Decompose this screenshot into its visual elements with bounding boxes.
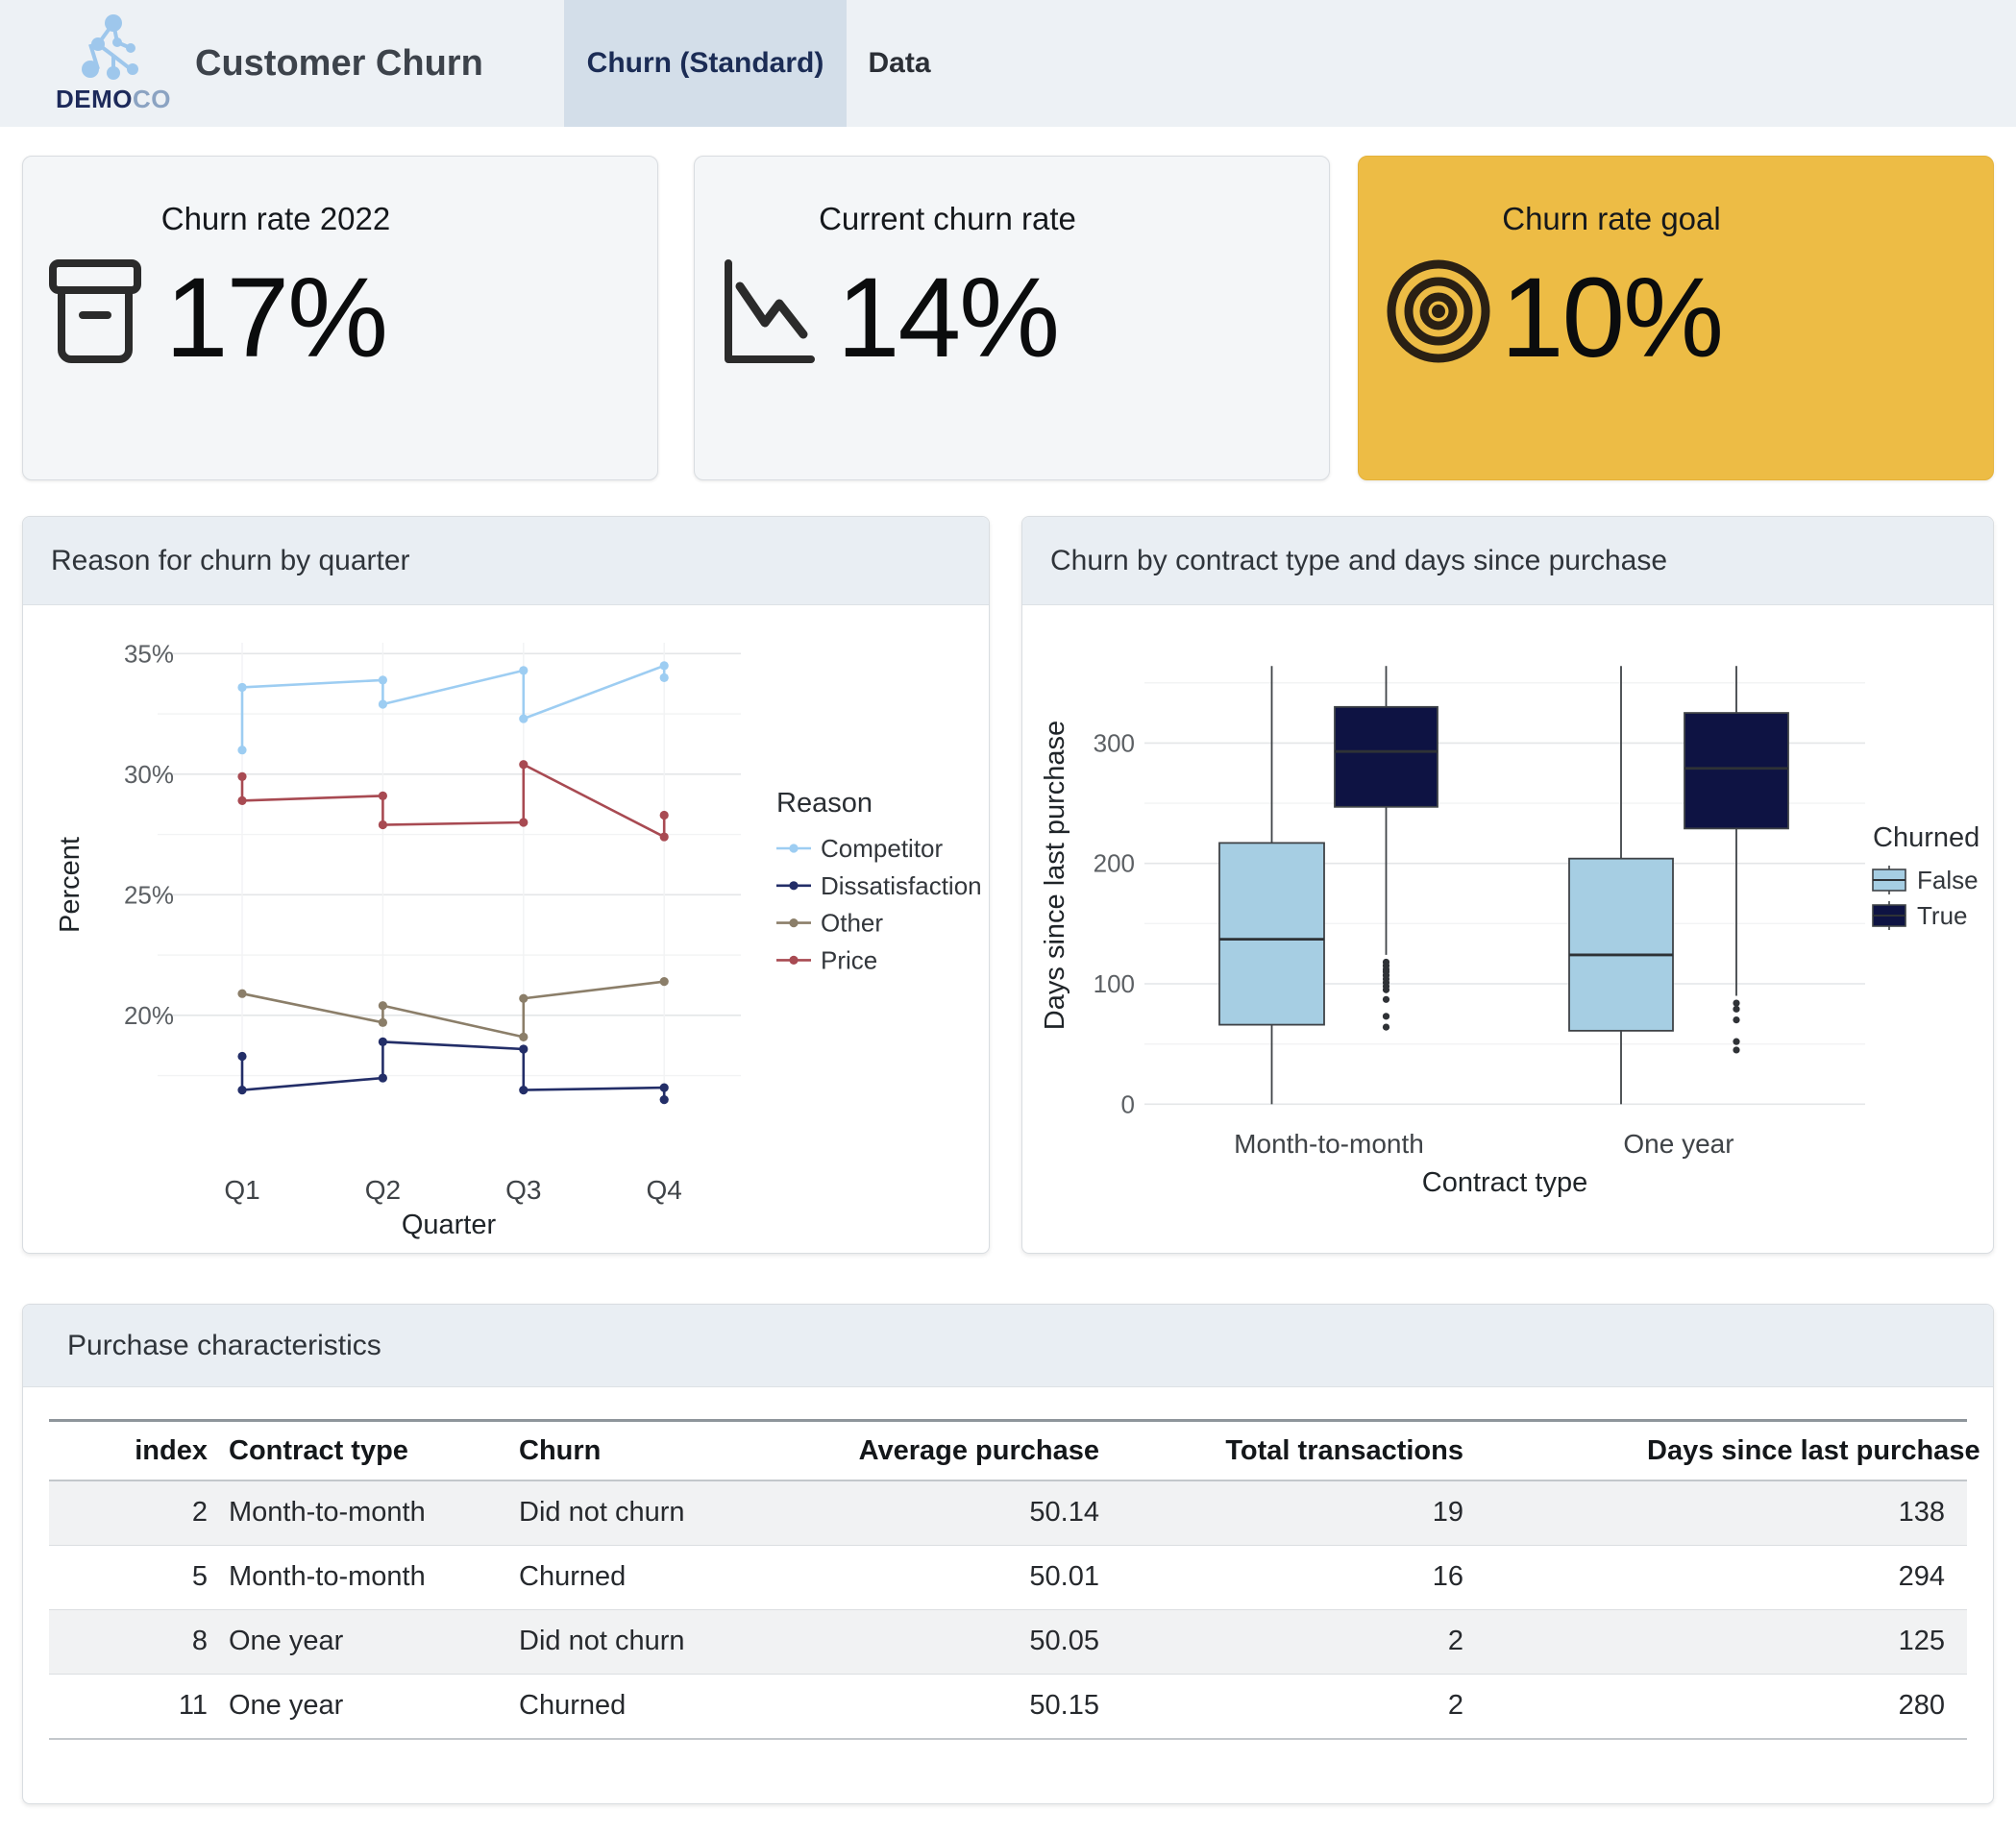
svg-text:True: True xyxy=(1917,901,1968,930)
svg-text:25%: 25% xyxy=(123,880,174,910)
table-cell: 50.01 xyxy=(1029,1561,1099,1592)
line-chart-card xyxy=(22,516,990,1254)
kpi-value: 17% xyxy=(164,255,387,381)
purchase-table xyxy=(23,1386,1993,1803)
svg-text:Competitor: Competitor xyxy=(821,834,944,863)
table-cell: Did not churn xyxy=(519,1497,685,1528)
table-header-cell: Average purchase xyxy=(858,1435,1099,1466)
kpi-card-churn-rate-goal xyxy=(1358,156,1994,480)
purchase-table-card xyxy=(22,1304,1994,1804)
svg-text:Q1: Q1 xyxy=(224,1175,260,1205)
table-cell: Month-to-month xyxy=(229,1497,426,1528)
kpi-card-current-churn-rate xyxy=(694,156,1330,480)
table-header-cell: Contract type xyxy=(229,1435,408,1466)
table-cell: 2 xyxy=(1447,1690,1463,1721)
svg-text:Contract type: Contract type xyxy=(1421,1167,1588,1198)
kpi-title: Current churn rate xyxy=(819,201,1076,236)
table-cell: 19 xyxy=(1432,1497,1463,1528)
table-cell: 5 xyxy=(191,1561,208,1592)
svg-text:False: False xyxy=(1917,866,1979,894)
table-cell: Churned xyxy=(519,1690,627,1721)
table-cell: One year xyxy=(229,1690,344,1721)
table-header-cell: Total transactions xyxy=(1225,1435,1463,1466)
tab-data[interactable]: Data xyxy=(868,47,931,79)
svg-text:Q3: Q3 xyxy=(505,1175,542,1205)
svg-text:Reason: Reason xyxy=(776,788,873,819)
kpi-value: 14% xyxy=(836,255,1059,381)
reason-line-chart xyxy=(23,604,989,1254)
company-logo xyxy=(56,8,171,121)
churn-boxplot-chart xyxy=(1022,604,1993,1254)
svg-text:Days since last purchase: Days since last purchase xyxy=(1040,720,1070,1031)
table-cell: 280 xyxy=(1898,1690,1945,1721)
table-cell: 8 xyxy=(191,1626,208,1656)
table-cell: 125 xyxy=(1898,1626,1945,1656)
svg-text:Percent: Percent xyxy=(55,837,86,933)
svg-text:35%: 35% xyxy=(123,639,174,669)
table-cell: 50.05 xyxy=(1029,1626,1099,1656)
table-rule xyxy=(49,1738,1967,1740)
table-cell: One year xyxy=(229,1626,344,1656)
table-cell: 294 xyxy=(1898,1561,1945,1592)
table-cell: Churned xyxy=(519,1561,627,1592)
page-title: Customer Churn xyxy=(195,43,483,84)
app-header xyxy=(0,0,2016,127)
svg-text:Month-to-month: Month-to-month xyxy=(1234,1129,1424,1159)
svg-text:Q4: Q4 xyxy=(646,1175,682,1205)
svg-text:100: 100 xyxy=(1093,969,1135,998)
kpi-card-churn-rate-2022 xyxy=(22,156,658,480)
table-header-cell: Days since last purchase xyxy=(1647,1435,1980,1466)
table-cell: 11 xyxy=(178,1690,208,1721)
svg-text:0: 0 xyxy=(1120,1089,1135,1119)
tab-churn-standard[interactable]: Churn (Standard) xyxy=(564,0,847,127)
svg-text:Price: Price xyxy=(821,945,878,975)
table-header-cell: index xyxy=(135,1435,208,1466)
table-cell: 50.14 xyxy=(1029,1497,1099,1528)
table-cell: Did not churn xyxy=(519,1626,685,1656)
chart-title: Churn by contract type and days since purchase xyxy=(1050,545,1668,576)
svg-text:One year: One year xyxy=(1623,1129,1734,1159)
svg-text:Quarter: Quarter xyxy=(401,1210,497,1240)
table-cell: 50.15 xyxy=(1029,1690,1099,1721)
table-header-cell: Churn xyxy=(519,1435,602,1466)
kpi-title: Churn rate goal xyxy=(1502,201,1721,236)
kpi-title: Churn rate 2022 xyxy=(160,201,391,236)
kpi-value: 10% xyxy=(1500,255,1723,381)
table-cell: 16 xyxy=(1432,1561,1463,1592)
table-cell: 138 xyxy=(1898,1497,1945,1528)
table-cell: Month-to-month xyxy=(229,1561,426,1592)
svg-text:Q2: Q2 xyxy=(364,1175,402,1205)
chart-title: Reason for churn by quarter xyxy=(51,545,410,576)
svg-text:300: 300 xyxy=(1093,728,1135,758)
svg-text:30%: 30% xyxy=(123,759,174,789)
table-title: Purchase characteristics xyxy=(67,1330,381,1361)
svg-text:20%: 20% xyxy=(123,1000,174,1030)
svg-text:Churned: Churned xyxy=(1873,822,1980,853)
svg-text:Other: Other xyxy=(821,908,884,938)
logo-wordmark: DEMOCO xyxy=(56,85,171,113)
svg-text:200: 200 xyxy=(1093,848,1135,878)
network-nodes-icon xyxy=(71,13,156,85)
boxplot-card xyxy=(1021,516,1994,1254)
svg-text:Dissatisfaction: Dissatisfaction xyxy=(821,870,982,900)
table-cell: 2 xyxy=(1447,1626,1463,1656)
table-cell: 2 xyxy=(191,1497,208,1528)
